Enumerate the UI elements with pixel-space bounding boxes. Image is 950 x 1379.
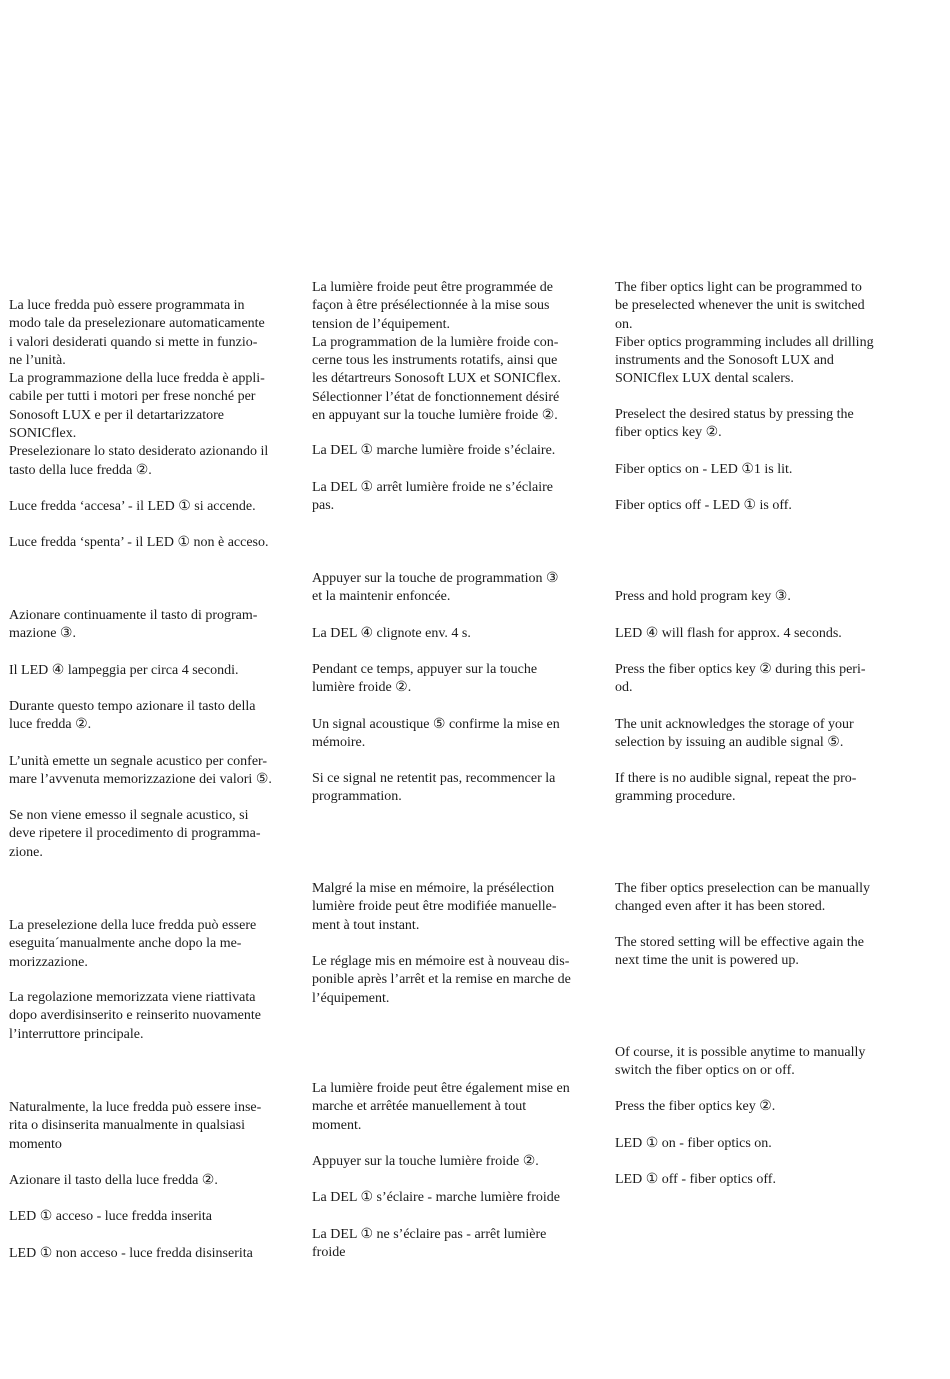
it-para-13: LED ① acceso - luce fredda inserita bbox=[9, 1209, 213, 1224]
en-para-1: The fiber optics light can be programmed to be preselected whenever the unit is switched on. Fiber optics programming includes all drilling instruments and the Sonosoft LUX and SONICflex LUX dental scalers. bbox=[615, 280, 874, 387]
it-para-6: Durante questo tempo azionare il tasto della luce fredda ②. bbox=[9, 699, 256, 733]
fr-para-9: Malgré la mise en mémoire, la présélection lumière froide peut être modifiée manuelle- ment à tout instant. bbox=[312, 881, 557, 933]
it-para-10: La regolazione memorizzata viene riattivata dopo averdisinserito e reinserito nuovamente l’interruttore principale. bbox=[9, 990, 261, 1042]
fr-para-1: La lumière froide peut être programmée de façon à être présélectionnée à la mise sous tension de l’équipement. La programmation de la lumière froide con- cerne tous les instruments rotatifs, ainsi que les détartreurs Sonosoft LUX et SONICflex. Sélectionner l’état de fonctionnement désiré en appuyant sur la touche lumière froide ②. bbox=[312, 280, 561, 424]
en-para-15: LED ① off - fiber optics off. bbox=[615, 1172, 776, 1187]
en-para-6: LED ④ will flash for approx. 4 seconds. bbox=[615, 626, 842, 641]
en-para-10: The fiber optics preselection can be manually changed even after it has been stored. bbox=[615, 881, 871, 915]
fr-para-6: Pendant ce temps, appuyer sur la touche lumière froide ②. bbox=[312, 662, 538, 696]
en-para-14: LED ① on - fiber optics on. bbox=[615, 1136, 772, 1151]
en-para-9: If there is no audible signal, repeat the pro- gramming procedure. bbox=[615, 771, 857, 805]
fr-para-12: Appuyer sur la touche lumière froide ②. bbox=[312, 1154, 539, 1169]
en-para-7: Press the fiber optics key ② during this peri- od. bbox=[615, 662, 866, 696]
it-para-11: Naturalmente, la luce fredda può essere inse- rita o disinserita manualmente in qualsiasi momento bbox=[9, 1100, 262, 1152]
it-para-7: L’unità emette un segnale acustico per confer- mare l’avvenuta memorizzazione dei valori ⑤. bbox=[9, 754, 272, 788]
fr-para-11: La lumière froide peut être également mise en marche et arrêtée manuellement à tout moment. bbox=[312, 1081, 570, 1133]
en-para-11: The stored setting will be effective again the next time the unit is powered up. bbox=[615, 935, 864, 969]
en-para-5: Press and hold program key ③. bbox=[615, 589, 791, 604]
fr-para-14: La DEL ① ne s’éclaire pas - arrêt lumière froide bbox=[312, 1227, 547, 1261]
en-para-4: Fiber optics off - LED ① is off. bbox=[615, 498, 792, 513]
fr-para-5: La DEL ④ clignote env. 4 s. bbox=[312, 626, 471, 641]
fr-para-3: La DEL ① arrêt lumière froide ne s’éclaire pas. bbox=[312, 480, 553, 514]
it-para-12: Azionare il tasto della luce fredda ②. bbox=[9, 1173, 218, 1188]
it-para-1: La luce fredda può essere programmata in modo tale da preselezionare automaticamente i valori desiderati quando si mette in funzio- ne l’unità. La programmazione della luce fredda è appli- cabile per tutti i motori per frese nonché per Sonosoft LUX e per il detartarizzatore SONICflex. Preselezionare lo stato desiderato azionando il tasto della luce fredda ②. bbox=[9, 298, 269, 478]
fr-para-8: Si ce signal ne retentit pas, recommencer la programmation. bbox=[312, 771, 556, 805]
en-para-3: Fiber optics on - LED ①1 is lit. bbox=[615, 462, 793, 477]
en-para-12: Of course, it is possible anytime to manually switch the fiber optics on or off. bbox=[615, 1045, 866, 1079]
fr-para-4: Appuyer sur la touche de programmation ③ et la maintenir enfoncée. bbox=[312, 571, 559, 605]
it-para-8: Se non viene emesso il segnale acustico, si deve ripetere il procedimento di programma- zione. bbox=[9, 808, 261, 860]
en-para-13: Press the fiber optics key ②. bbox=[615, 1099, 776, 1114]
it-para-3: Luce fredda ‘spenta’ - il LED ① non è acceso. bbox=[9, 535, 269, 550]
it-para-14: LED ① non acceso - luce fredda disinserita bbox=[9, 1246, 253, 1261]
fr-para-10: Le réglage mis en mémoire est à nouveau dis- ponible après l’arrêt et la remise en marche de l’équipement. bbox=[312, 954, 571, 1006]
en-para-8: The unit acknowledges the storage of your selection by issuing an audible signal ⑤. bbox=[615, 717, 854, 751]
fr-para-7: Un signal acoustique ⑤ confirme la mise en mémoire. bbox=[312, 717, 560, 751]
it-para-2: Luce fredda ‘accesa’ - il LED ① si accende. bbox=[9, 499, 256, 514]
it-para-9: La preselezione della luce fredda può essere eseguita´manualmente anche dopo la me- morizzazione. bbox=[9, 918, 257, 970]
fr-para-13: La DEL ① s’éclaire - marche lumière froide bbox=[312, 1190, 560, 1205]
it-para-4: Azionare continuamente il tasto di program- mazione ③. bbox=[9, 608, 258, 642]
en-para-2: Preselect the desired status by pressing the fiber optics key ②. bbox=[615, 407, 854, 441]
fr-para-2: La DEL ① marche lumière froide s’éclaire. bbox=[312, 443, 556, 458]
it-para-5: Il LED ④ lampeggia per circa 4 secondi. bbox=[9, 663, 239, 678]
